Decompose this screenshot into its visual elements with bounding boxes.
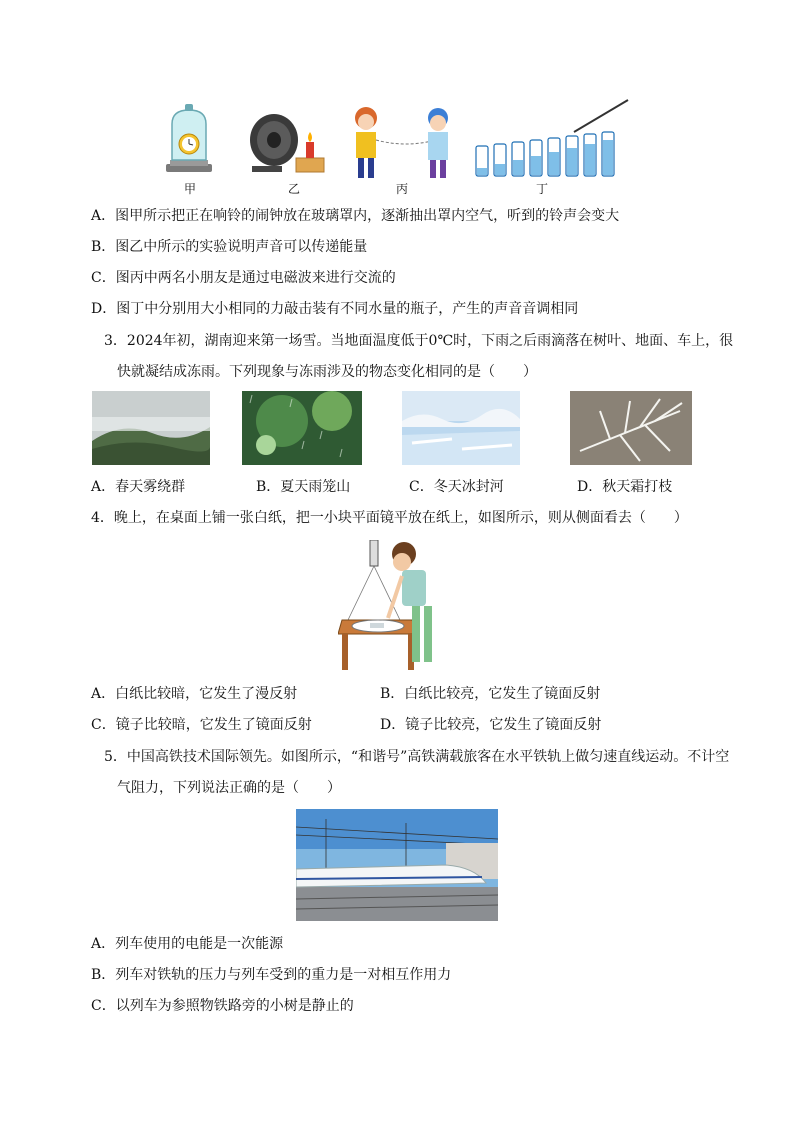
q3-option-b: B．夏天雨笼山 xyxy=(256,479,351,495)
q4-option-b: B．白纸比较亮，它发生了镜面反射 xyxy=(380,686,601,702)
frozen-river-photo xyxy=(402,391,520,465)
q2-option-c: C．图丙中两名小朋友是通过电磁波来进行交流的 xyxy=(91,270,396,286)
speaker-candle-illustration xyxy=(244,106,328,178)
q2-figure-row xyxy=(160,96,630,196)
q2-option-b: B．图乙中所示的实验说明声音可以传递能量 xyxy=(91,239,368,255)
q3-option-d: D．秋天霜打枝 xyxy=(577,479,673,495)
figure-label-jia: 甲 xyxy=(183,182,196,196)
bottles-illustration xyxy=(474,96,630,180)
q3-stem-line2: 快就凝结成冻雨。下列现象与冻雨涉及的物态变化相同的是（ ） xyxy=(117,364,537,380)
figure-label-ding: 丁 xyxy=(535,182,548,196)
figure-label-yi: 乙 xyxy=(287,182,300,196)
q4-option-c: C．镜子比较暗，它发生了镜面反射 xyxy=(91,717,312,733)
fog-mountain-photo xyxy=(92,391,210,465)
figure-label-bing: 丙 xyxy=(395,182,408,196)
q5-stem-line1: 5．中国高铁技术国际领先。如图所示，“和谐号”高铁满载旅客在水平铁轨上做匀速直线运动。不计空 xyxy=(104,749,730,765)
q3-stem-line1: 3．2024年初，湖南迎来第一场雪。当地面温度低于0℃时，下雨之后雨滴落在树叶、地面、车上，很 xyxy=(104,333,734,349)
q4-option-d: D．镜子比较亮，它发生了镜面反射 xyxy=(380,717,602,733)
bell-jar-illustration xyxy=(164,102,214,178)
frost-branch-photo xyxy=(570,391,692,465)
q2-option-a: A．图甲所示把正在响铃的闹钟放在玻璃罩内，逐渐抽出罩内空气，听到的铃声会变大 xyxy=(91,208,620,224)
q3-option-c: C．冬天冰封河 xyxy=(409,479,504,495)
rain-mountain-photo xyxy=(242,391,362,465)
high-speed-train-photo xyxy=(296,809,498,921)
q4-stem: 4．晚上，在桌面上铺一张白纸，把一小块平面镜平放在纸上，如图所示，则从侧面看去（ ） xyxy=(91,510,688,526)
q5-stem-line2: 气阻力，下列说法正确的是（ ） xyxy=(117,780,341,796)
q2-option-d: D．图丁中分别用大小相同的力敲击装有不同水量的瓶子，产生的声音音调相同 xyxy=(91,301,579,317)
q4-option-a: A．白纸比较暗，它发生了漫反射 xyxy=(91,686,298,702)
q3-option-a: A．春天雾绕群 xyxy=(91,479,186,495)
string-telephone-illustration xyxy=(336,104,466,182)
q5-option-b: B．列车对铁轨的压力与列车受到的重力是一对相互作用力 xyxy=(91,967,452,983)
flashlight-mirror-illustration xyxy=(338,540,454,672)
q5-option-c: C．以列车为参照物铁路旁的小树是静止的 xyxy=(91,998,354,1014)
q5-option-a: A．列车使用的电能是一次能源 xyxy=(91,936,284,952)
